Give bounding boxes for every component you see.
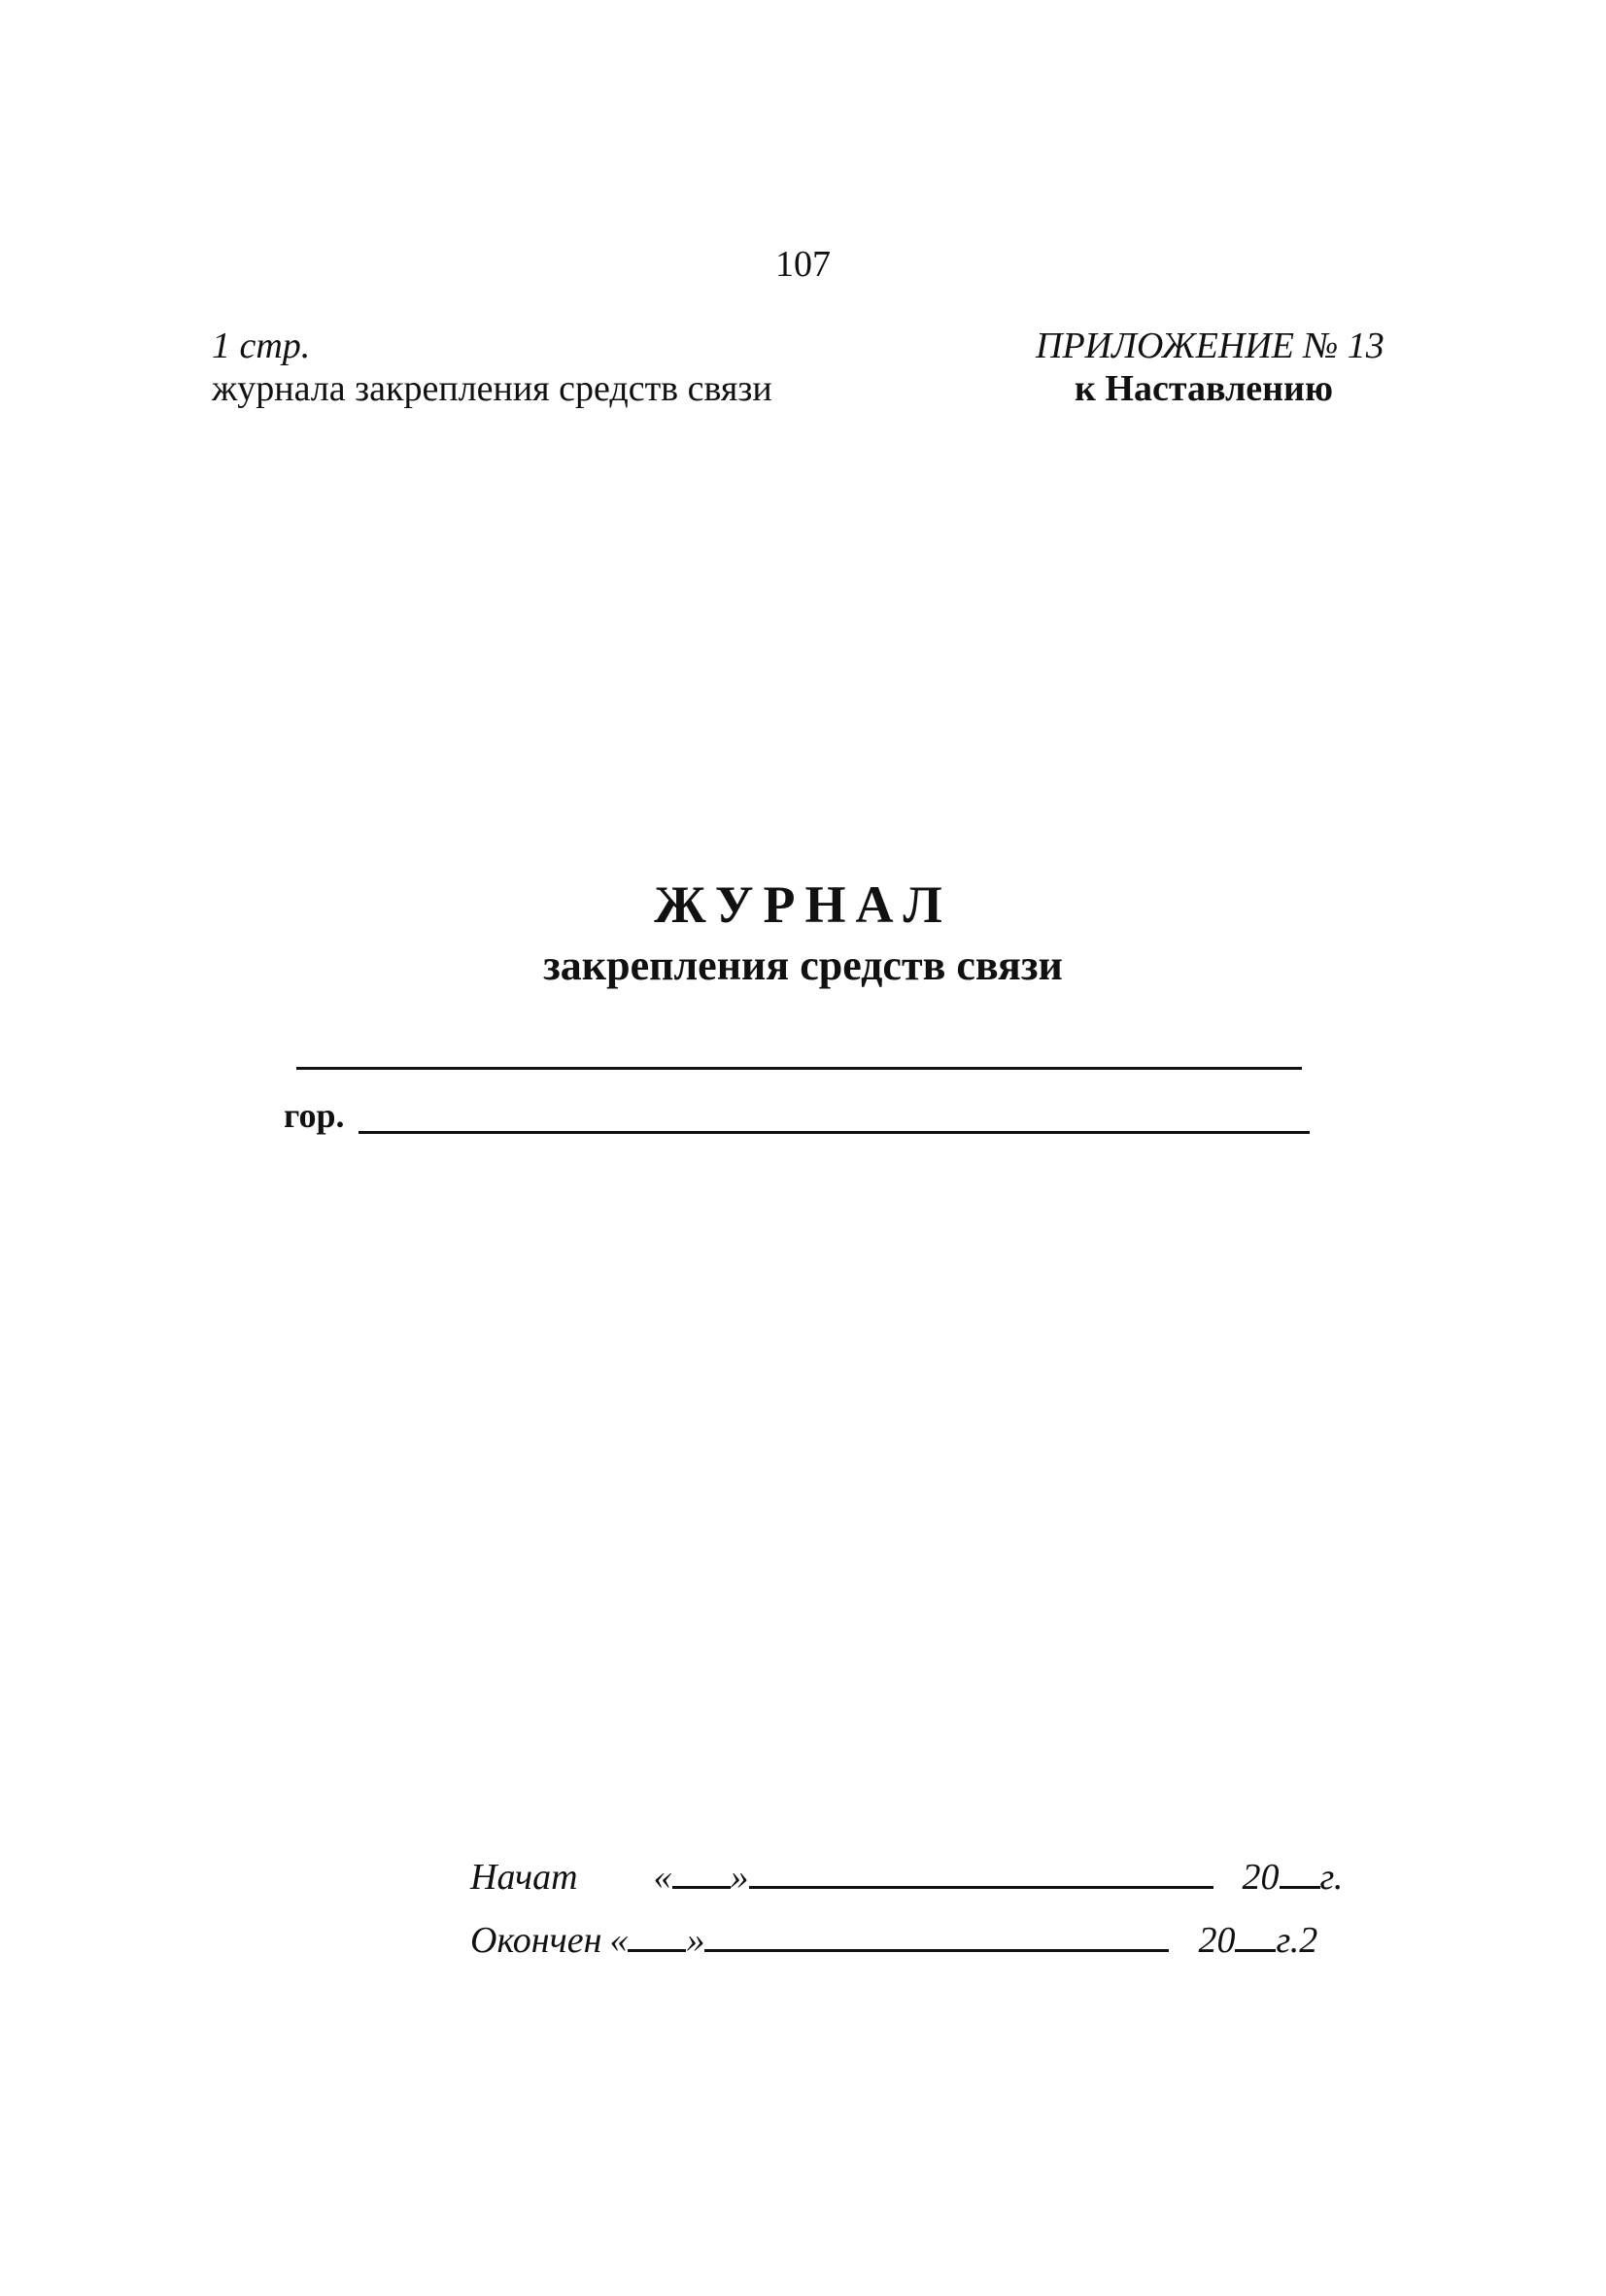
finished-date-row xyxy=(470,1919,1317,1962)
right-header xyxy=(1036,325,1384,410)
started-label: Начат xyxy=(470,1857,578,1898)
left-header xyxy=(212,325,772,410)
started-year-field[interactable] xyxy=(1280,1857,1320,1889)
finished-month-field[interactable] xyxy=(704,1920,1169,1952)
started-day-field[interactable] xyxy=(672,1857,731,1889)
finished-year-field[interactable] xyxy=(1235,1920,1276,1952)
finished-year-prefix: 20 xyxy=(1198,1920,1236,1961)
finished-label: Окончен xyxy=(470,1920,602,1961)
manual-reference: к Наставлению xyxy=(1075,368,1333,409)
finished-quote-open: « xyxy=(609,1920,629,1961)
unit-name-line xyxy=(296,1067,1302,1070)
appendix-label: ПРИЛОЖЕНИЕ № 13 xyxy=(1036,326,1384,366)
page-number: 107 xyxy=(775,244,831,285)
started-quote-open: « xyxy=(653,1857,672,1898)
journal-title: ЖУРНАЛ xyxy=(654,875,952,934)
finished-day-field[interactable] xyxy=(628,1920,686,1952)
started-year-prefix: 20 xyxy=(1242,1857,1280,1898)
started-quote-close: » xyxy=(730,1857,749,1898)
started-date-row xyxy=(470,1856,1343,1899)
city-label: гор. xyxy=(284,1096,345,1135)
page-reference: 1 стр. xyxy=(212,326,311,366)
started-year-suffix: г. xyxy=(1319,1857,1344,1898)
journal-subtitle: закрепления средств связи xyxy=(543,942,1063,989)
document-reference: журнала закрепления средств связи xyxy=(212,368,772,409)
finished-year-suffix: г.2 xyxy=(1276,1920,1318,1961)
city-line xyxy=(359,1131,1310,1134)
finished-quote-close: » xyxy=(686,1920,705,1961)
started-month-field[interactable] xyxy=(749,1857,1213,1889)
